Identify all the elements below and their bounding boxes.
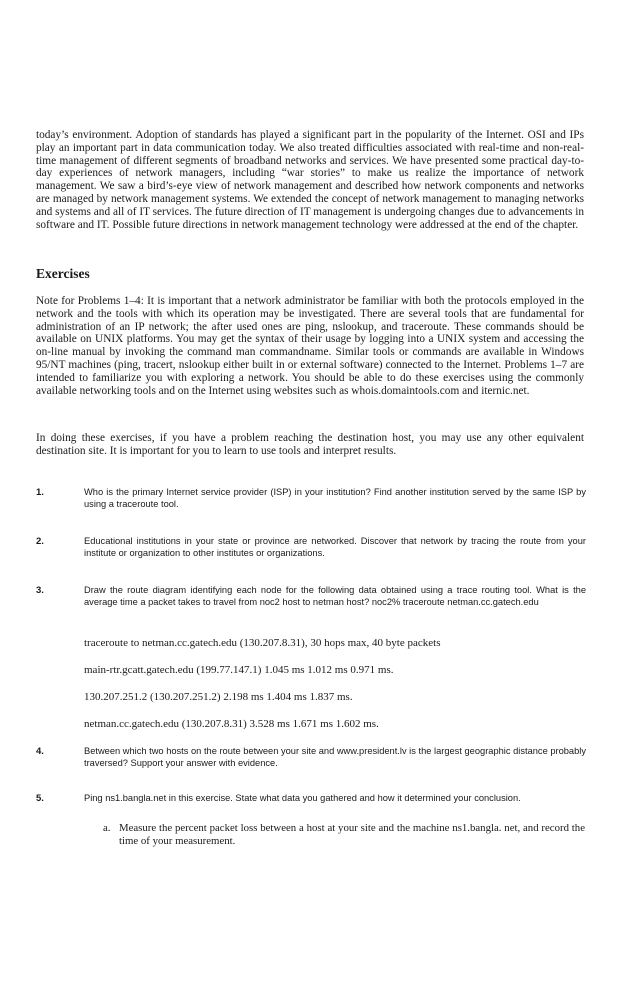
subitem-text: Measure the percent packet loss between a host at your site and the machine ns1.bangla. net, and record the time of your measurement. bbox=[119, 822, 585, 847]
exercise-text: Draw the route diagram identifying each node for the following data obtained using a trace routing tool. What is the average time a packet takes to travel from noc2 host to netman host? noc2% traceroute netman.cc.gatech.edu bbox=[84, 585, 586, 607]
exercise-number: 3. bbox=[36, 585, 44, 596]
intro-paragraph: today’s environment. Adoption of standards has played a significant part in the popularity of the Internet. OSI and IPs play an important part in data communication today. We also treated difficulties associated with real-time and non-real-time management of different segments of broadband networks and services. We have presented some practical day-to-day experiences of network managers, including “war stories” to make us realize the importance of network management. We saw a bird’s-eye view of network management and described how network components and networks are managed by network management systems. We extended the concept of network management to managing networks and systems and all of IT services. The future direction of IT management is undergoing changes due to advancements in software and IT. Possible future directions in network management technology were addressed at the end of the chapter. bbox=[36, 129, 584, 231]
subitem-letter: a. bbox=[103, 822, 111, 834]
exercise-item bbox=[36, 746, 586, 769]
exercise-text: Ping ns1.bangla.net in this exercise. State what data you gathered and how it determined your conclusion. bbox=[84, 793, 521, 803]
exercise-item bbox=[36, 793, 586, 805]
exercise-text: Between which two hosts on the route between your site and www.president.lv is the largest geographic distance probably traversed? Support your answer with evidence. bbox=[84, 746, 586, 768]
exercise-item bbox=[36, 487, 586, 510]
subitem bbox=[103, 822, 585, 847]
advice-paragraph: In doing these exercises, if you have a problem reaching the destination host, you may use any other equivalent destination site. It is important for you to learn to use tools and interpret results. bbox=[36, 432, 584, 457]
traceroute-line: 130.207.251.2 (130.207.251.2) 2.198 ms 1.404 ms 1.837 ms. bbox=[84, 691, 353, 703]
exercise-item bbox=[36, 536, 586, 559]
exercise-number: 1. bbox=[36, 487, 44, 498]
note-paragraph: Note for Problems 1–4: It is important that a network administrator be familiar with both the protocols employed in the network and the tools with which its operation may be investigated. There are several tools that are fundamental for administration of an IP network; the after used ones are ping, nslookup, and traceroute. These commands should be available on UNIX platforms. You may get the syntax of their usage by logging into a UNIX system and accessing the on-line manual by invoking the command man commandname. Similar tools or commands are available in Windows 95/NT machines (ping, tracert, nslookup either built in or external software) connected to the Internet. Problems 1–7 are intended to familiarize you with exploring a network. You should be able to do these exercises using the commonly available networking tools and on the Internet using websites such as whois.domaintools.com and iternic.net. bbox=[36, 295, 584, 397]
traceroute-line: traceroute to netman.cc.gatech.edu (130.207.8.31), 30 hops max, 40 byte packets bbox=[84, 637, 441, 649]
exercise-number: 4. bbox=[36, 746, 44, 757]
exercise-item bbox=[36, 585, 586, 608]
traceroute-line: main-rtr.gcatt.gatech.edu (199.77.147.1) 1.045 ms 1.012 ms 0.971 ms. bbox=[84, 664, 394, 676]
exercise-number: 5. bbox=[36, 793, 44, 804]
traceroute-line: netman.cc.gatech.edu (130.207.8.31) 3.528 ms 1.671 ms 1.602 ms. bbox=[84, 718, 379, 730]
exercise-number: 2. bbox=[36, 536, 44, 547]
exercise-text: Educational institutions in your state or province are networked. Discover that network by tracing the route from your institute or organization to other institutes or organizations. bbox=[84, 536, 586, 558]
exercises-heading: Exercises bbox=[36, 266, 90, 281]
exercise-text: Who is the primary Internet service provider (ISP) in your institution? Find another institution served by the same ISP by using a traceroute tool. bbox=[84, 487, 586, 509]
